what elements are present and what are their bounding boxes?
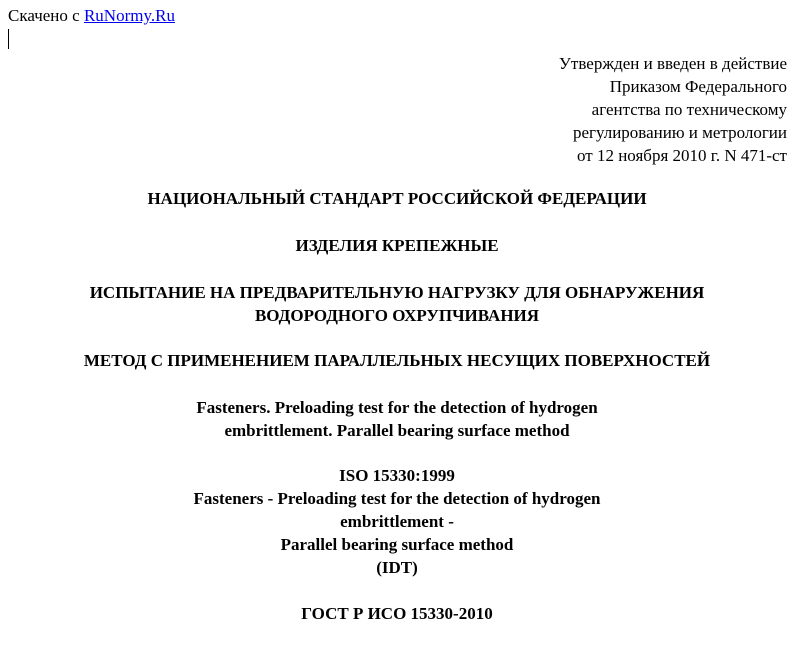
approval-line: Приказом Федерального [609,77,787,96]
iso-idt: (IDT) [376,558,418,577]
runormy-link[interactable]: RuNormy.Ru [83,6,175,25]
approval-line: Утвержден и введен в действие [558,54,787,73]
approval-line: агентства по техническому [591,100,787,119]
test-name-heading [0,281,794,327]
test-name-line: ВОДОРОДНОГО ОХРУПЧИВАНИЯ [254,306,540,325]
english-title-line: embrittlement. Parallel bearing surface method [224,421,570,440]
iso-number: ISO 15330:1999 [339,466,455,485]
english-title-line: Fasteners. Preloading test for the detection of hydrogen [196,398,598,417]
test-name-line: ИСПЫТАНИЕ НА ПРЕДВАРИТЕЛЬНУЮ НАГРУЗКУ ДЛЯ ОБНАРУЖЕНИЯ [89,283,705,302]
subject-heading: ИЗДЕЛИЯ КРЕПЕЖНЫЕ [295,236,499,255]
approval-block [559,52,787,167]
iso-title-line: Parallel bearing surface method [280,535,514,554]
iso-title-line: Fasteners - Preloading test for the detection of hydrogen [193,489,601,508]
method-heading: МЕТОД С ПРИМЕНЕНИЕМ ПАРАЛЛЕЛЬНЫХ НЕСУЩИХ ПОВЕРХНОСТЕЙ [83,351,711,370]
gost-number: ГОСТ Р ИСО 15330-2010 [301,604,493,623]
national-standard-heading: НАЦИОНАЛЬНЫЙ СТАНДАРТ РОССИЙСКОЙ ФЕДЕРАЦИИ [147,189,647,208]
iso-block [0,464,794,579]
download-source-line [8,6,175,26]
approval-line: от 12 ноября 2010 г. N 471-ст [577,146,787,165]
english-title [0,396,794,442]
iso-title-line: embrittlement - [340,512,454,531]
download-source-prefix: Скачено с [8,6,80,25]
text-cursor [8,29,9,49]
approval-line: регулированию и метрологии [572,123,787,142]
